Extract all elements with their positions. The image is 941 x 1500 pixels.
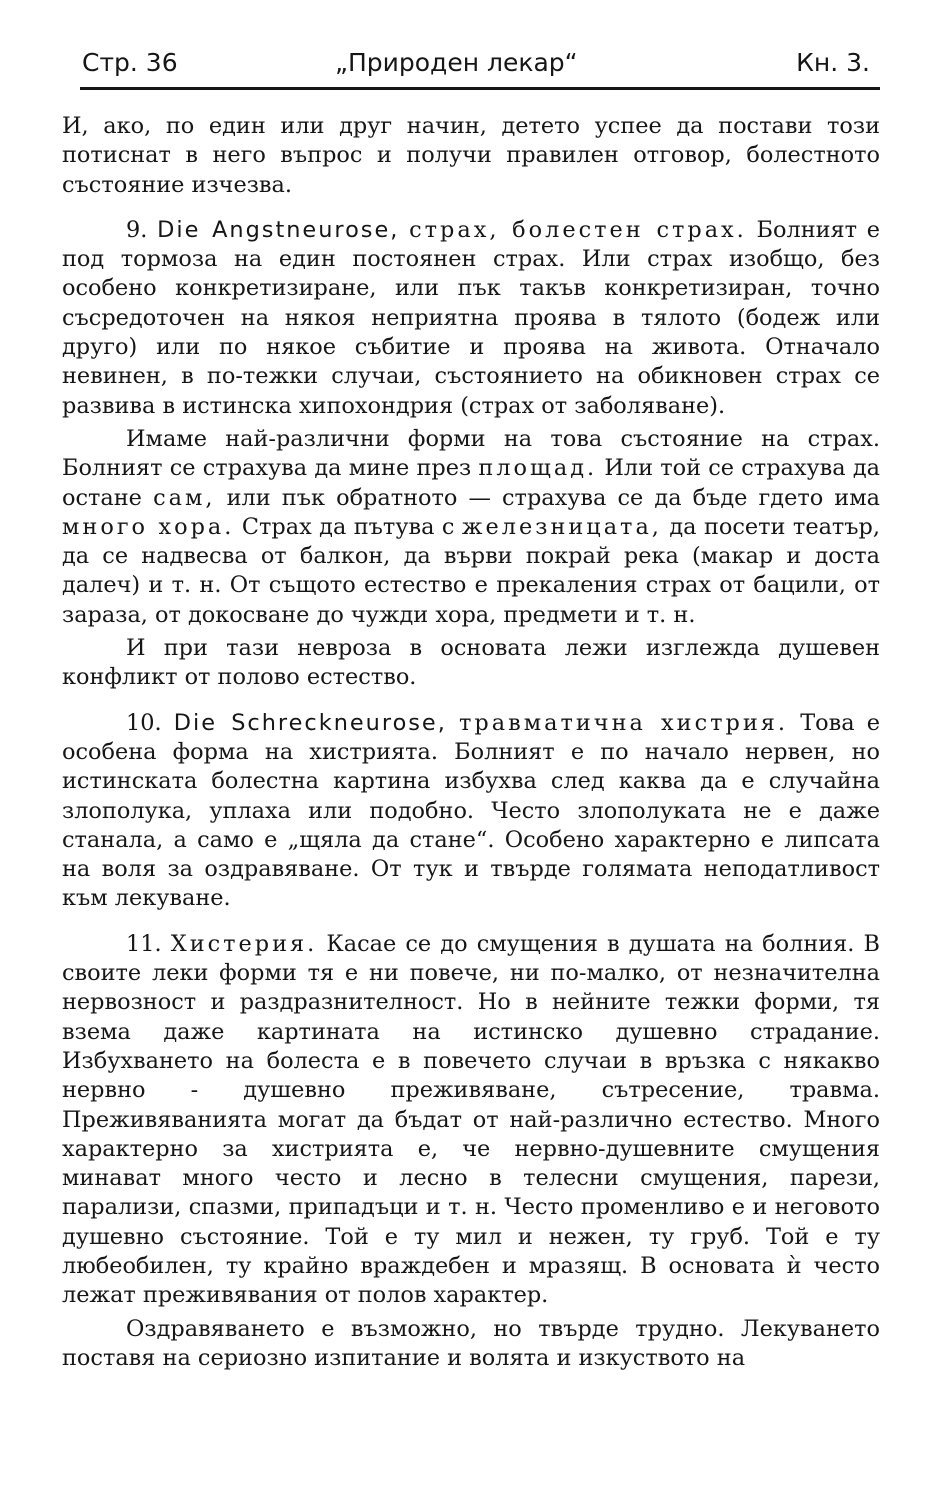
issue-number: Кн. 3. bbox=[796, 48, 870, 77]
paragraph-recovery: Оздравяването е възможно, но твърде трудно. Лекуването поставя на сериозно изпитание и волята и изкуството на bbox=[62, 1315, 880, 1371]
section-number: 9. bbox=[126, 216, 148, 243]
section-number: 11. bbox=[126, 930, 162, 957]
page-number: Стр. 36 bbox=[82, 48, 178, 77]
book-page bbox=[62, 40, 880, 1373]
paragraph-hysteria bbox=[62, 930, 880, 1311]
paragraph-conflict: И при тази невроза в основата лежи изглежда душевен конфликт от полово естество. bbox=[62, 635, 880, 691]
running-header bbox=[62, 40, 880, 90]
text-run: Или той се страхува да остане bbox=[62, 455, 880, 511]
section-title: страх, болестен страх. bbox=[409, 216, 747, 243]
section-term: Die Schreckneurose, bbox=[173, 709, 447, 736]
section-title: травматична хистрия. bbox=[459, 709, 789, 736]
paragraph-angstneurose bbox=[62, 216, 880, 421]
section-text: Болният е под тормоза на един постоянен страх. Или страх изобщо, без особено конкретизиране, или пък такъв конкретизиран, точно съсредоточен на някоя неприятна проява в тялото (бодеж или друго) или по някое събитие и проява на живота. Отначало невинен, в по-тежки случаи, състоянието на обикновен страх се развива в истинска хипохондрия (страх от заболяване). bbox=[62, 216, 881, 419]
section-text: Това е особена форма на хистрията. Болният е по начало нервен, но истинската болестна картина избухва след каква да е случайна злополука, уплаха или подобно. Често злополуката не е даже станала, а само е „щяла да стане“. Особено характерно е липсата на воля за оздравяване. От тук и твърде голямата неподатливост към лекуване. bbox=[62, 709, 881, 912]
section-text: Касае се до смущения в душата на болния. В своите леки форми тя е ни повече, ни по-малко, от незначителна нервозност и раздразнителност. Но в нейните тежки форми, тя взема даже картината на истинско душевно страдание. Избухването на болеста е в повечето случаи в връзка с някакво нервно - душевно преживяване, сътресение, травма. Преживяванията могат да бъдат от най-различно естество. Много характерно за хистрията е, че нервно-душевните смущения минават много често и лесно в телесни смущения, парези, парализи, спазми, припадъци и т. н. Често променливо е и неговото душевно състояние. Той е ту мил и нежен, ту груб. Той е ту любеобилен, ту крайно враждебен и мразящ. В основата ѝ често лежат преживявания от полов характер. bbox=[62, 930, 880, 1309]
text-run: да посети театър, да се надвесва от балкон, да върви покрай река (макар и доста далеч) и т. н. От същото естество е прекаления страх от бацили, от зараза, от докосване до чужди хора, предмети и т. н. bbox=[62, 513, 881, 628]
emphasis-text: сам, bbox=[153, 484, 216, 511]
journal-title: „Природен лекар“ bbox=[335, 48, 578, 77]
section-title: Хистерия. bbox=[170, 930, 318, 957]
text-run: Имаме най-различни форми на това състояние на страх. Болният се страхува да мине през bbox=[62, 425, 880, 482]
section-term: Die Angstneurose, bbox=[157, 216, 400, 243]
emphasis-text: железницата, bbox=[461, 513, 662, 540]
paragraph-intro: И, ако, по един или друг начин, детето успее да постави този потиснат в него въпрос и получи правилен отговор, болестното състояние изчезва. bbox=[62, 113, 880, 198]
emphasis-text: площад. bbox=[478, 455, 598, 482]
paragraph-forms-of-fear bbox=[62, 425, 880, 630]
text-run: Страх да пътува с bbox=[234, 513, 462, 540]
header-rule bbox=[80, 87, 880, 90]
page-body bbox=[62, 112, 880, 1373]
emphasis-text: много хора. bbox=[62, 513, 235, 540]
section-number: 10. bbox=[126, 709, 162, 736]
paragraph-schreckneurose bbox=[62, 709, 880, 914]
text-run: или пък обратното — страхува се да бъде гдето има bbox=[215, 484, 880, 511]
